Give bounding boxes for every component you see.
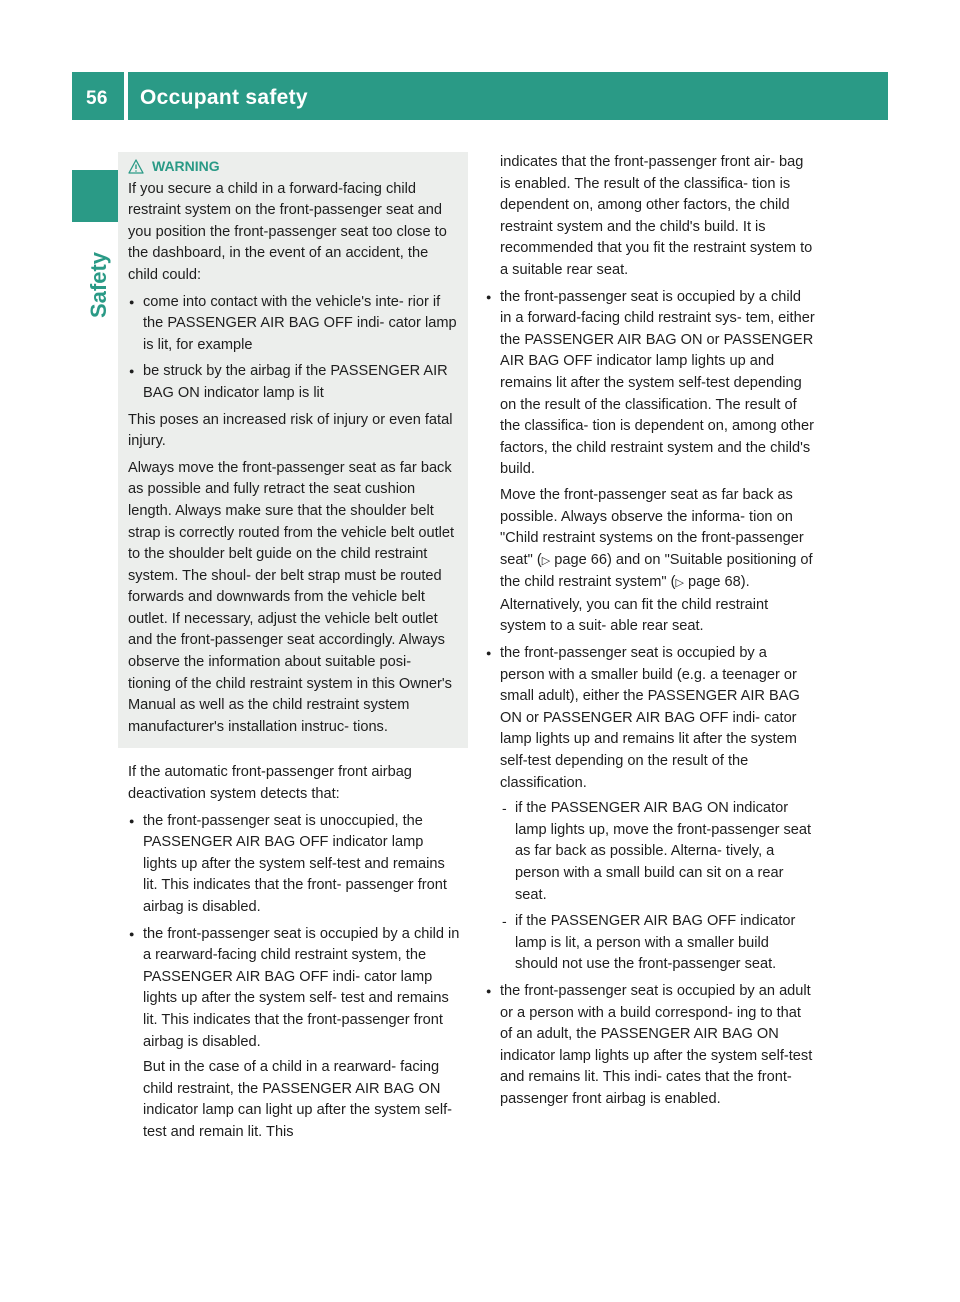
list-item: ● the front-passenger seat is occupied by an adult or a person with a build correspond- ing to that of an adult, the PASSENGER AIR BAG ON indicator lamp lights up after the system self-test and remains lit. This indi- cates that the front-passenger front airbag is enabled.: [485, 981, 815, 1111]
page-number-box: [72, 72, 124, 120]
warning-box: [118, 152, 468, 748]
side-tab-marker: [72, 170, 124, 222]
page-reference-arrow-icon: ▷: [541, 554, 551, 567]
sub-list-item: - if the PASSENGER AIR BAG ON indicator lamp lights up, move the front-passenger seat as far back as possible. Alterna- tively, a person with a small build can sit on a rear seat.: [500, 798, 815, 906]
continuation-text: ) and on "Suitable positioning of the child restraint system" (: [500, 551, 813, 591]
list-item: [485, 643, 815, 976]
warning-intro: If you secure a child in a forward-facing child restraint system on the front-passenger seat and you position the front-passenger seat too close to the dashboard, in the event of an accident, the child could:: [128, 180, 447, 283]
page-number: 56: [86, 88, 108, 109]
section-header: [128, 72, 888, 120]
continuation-text: ). Alternatively, you can fit the child restraint system to a suit- able rear seat.: [500, 574, 769, 635]
right-column: [485, 152, 815, 1116]
bullet-text: the front-passenger seat is occupied by a person with a smaller build (e.g. a teenager or small adult), either the PASSENGER AIR BAG ON or PASSENGER AIR BAG OFF indi- cator lamp lights up and remains lit after the system self-test depending on the result of the classification.: [500, 645, 800, 791]
detects-intro: If the automatic front-passenger front airbag deactivation system detects that:: [128, 764, 412, 803]
sub-list: [500, 798, 815, 976]
left-column: [128, 152, 460, 1149]
bullet-continuation: [500, 485, 815, 638]
list-item: [485, 287, 815, 639]
page-reference-link[interactable]: page 66: [554, 551, 607, 568]
list-item: ● the front-passenger seat is unoccupied, the PASSENGER AIR BAG OFF indicator lamp lights up after the system self-test and remains lit. This indicates that the front- passenger front airbag is disabled.: [128, 811, 460, 919]
page-reference-arrow-icon: ▷: [675, 577, 684, 590]
bullet-continuation: But in the case of a child in a rearward- facing child restraint, the PASSENGER AIR BAG ON indicator lamp can light up after the system self-test and remain lit. This: [143, 1059, 453, 1140]
warning-bullets: [128, 292, 458, 405]
detection-list-right: [485, 287, 815, 1111]
warning-heading: [128, 156, 458, 178]
sub-list-item: - if the PASSENGER AIR BAG OFF indicator lamp is lit, a person with a smaller build should not use the front-passenger seat.: [500, 911, 815, 976]
section-title: Occupant safety: [140, 86, 308, 109]
warning-title: WARNING: [152, 158, 220, 174]
bullet-text: the front-passenger seat is occupied by a child in a forward-facing child restraint sys- tem, either the PASSENGER AIR BAG ON or PASSENGER AIR BAG OFF indicator lamp lights up and remains lit after the system self-test depending on the result of the classification. The result of the classifica- tion is dependent on, among other factors, the child restraint system and the child's build.: [500, 288, 815, 478]
list-item: ● be struck by the airbag if the PASSENGER AIR BAG ON indicator lamp is lit: [128, 361, 458, 404]
warning-advice: Always move the front-passenger seat as far back as possible and fully retract the seat cushion length. Always make sure that the shoulder belt strap is correctly routed from the vehicle belt outlet to the shoulder belt guide on the child restraint system. The shoul- der belt strap must be routed forwards and downwards from the vehicle belt outlet. If necessary, adjust the vehicle belt outlet and the front-passenger seat accordingly. Always observe the information about suitable posi- tioning of the child restraint system in this Owner's Manual as well as the child restraint system manufacturer's installation instruc- tions.: [128, 459, 455, 735]
bullet-text: the front-passenger seat is occupied by a child in a rearward-facing child restraint system, the PASSENGER AIR BAG OFF indi- cator lamp lights up after the system self- test and remains lit. This indicates that the front-passenger front airbag is disabled.: [143, 925, 460, 1050]
detection-list-left: [128, 811, 460, 1144]
side-tab-label: Safety: [86, 251, 111, 318]
continuation-text: Move the front-passenger seat as far back as possible. Always observe the informa- tion on "Child restraint systems on the front-passenger seat" (: [500, 486, 804, 568]
warning-triangle-icon: [128, 159, 144, 174]
bullet-continuation: indicates that the front-passenger front air- bag is enabled. The result of the classifica- tion is dependent on, among other factors, the child restraint system and the child's build. It is recommended that you fit the restraint system to a suitable rear seat.: [500, 154, 813, 278]
list-item: [128, 924, 460, 1144]
list-item: ● come into contact with the vehicle's inte- rior if the PASSENGER AIR BAG OFF indi- cator lamp is lit, for example: [128, 292, 458, 357]
page-reference-link[interactable]: page 68: [688, 574, 741, 591]
warning-risk: This poses an increased risk of injury or even fatal injury.: [128, 411, 453, 450]
